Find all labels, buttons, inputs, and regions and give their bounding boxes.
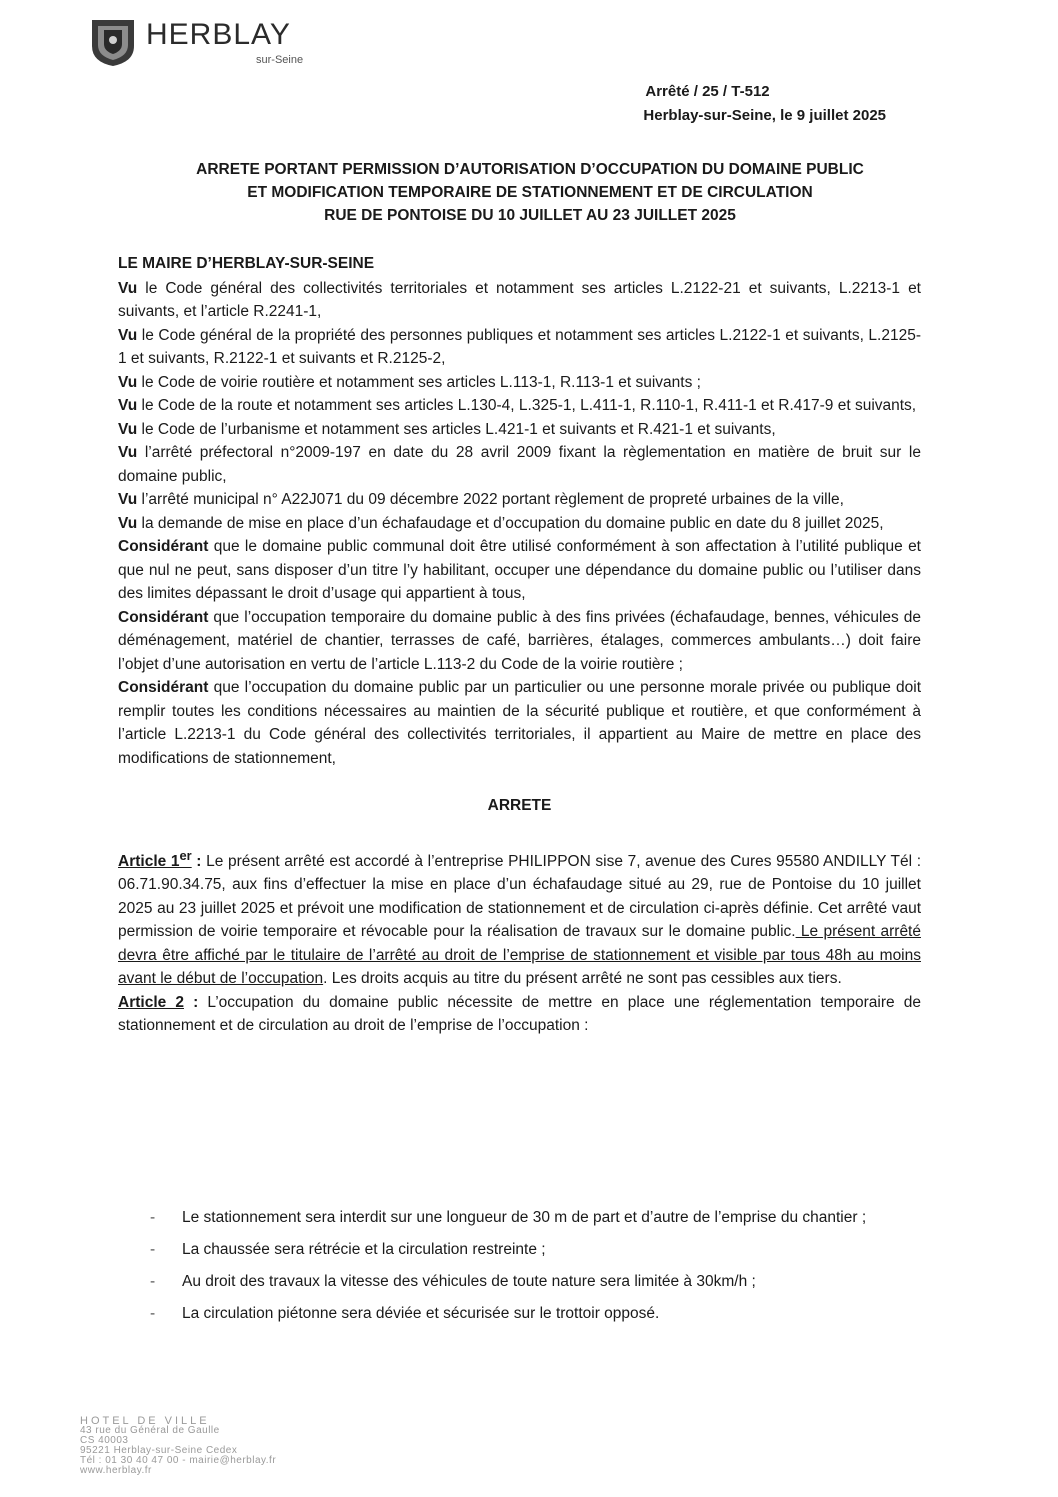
considerant-paragraph: [118, 535, 921, 606]
paragraph-lead: Considérant: [118, 608, 209, 626]
footer-address: [80, 1416, 276, 1476]
visa-paragraph: [118, 441, 921, 488]
visa-paragraph: [118, 418, 921, 442]
footer-line: HOTEL DE VILLE: [80, 1415, 210, 1427]
decree-reference: Arrêté / 25 / T-512: [645, 83, 770, 100]
article-1-tail: . Les droits acquis au titre du présent arrêté ne sont pas cessibles aux tiers.: [323, 970, 842, 988]
article-label-sup: er: [179, 847, 192, 863]
title-line: RUE DE PONTOISE DU 10 JUILLET AU 23 JUILLET 2025: [324, 207, 736, 224]
paragraph-text: le Code de la route et notamment ses articles L.130-4, L.325-1, L.411-1, R.110-1, R.411-1 et R.417-9 et suivants,: [137, 397, 917, 414]
paragraph-text: la demande de mise en place d’un échafaudage et d’occupation du domaine public en date du 8 juillet 2025,: [137, 514, 884, 532]
paragraph-lead: Considérant: [118, 679, 209, 696]
paragraph-text: l’arrêté préfectoral n°2009-197 en date du 28 avril 2009 fixant la règlementation en matière de bruit sur le domaine public,: [118, 444, 921, 485]
paragraph-lead: Vu: [118, 444, 138, 461]
paragraph-lead: Vu: [118, 397, 138, 414]
paragraph-text: le Code de voirie routière et notamment ses articles L.113-1, R.113-1 et suivants ;: [137, 373, 701, 391]
paragraph-text: le Code de l’urbanisme et notamment ses articles L.421-1 et suivants et R.421-1 et suivants,: [137, 420, 776, 438]
title-line: ARRETE PORTANT PERMISSION D’AUTORISATION D’OCCUPATION DU DOMAINE PUBLIC: [196, 161, 864, 178]
paragraph-text: le Code général des collectivités territoriales et notamment ses articles L.2122-21 et suivants, L.2213-1 et suivants, et l’article R.2241-1,: [118, 279, 921, 320]
visa-paragraph: [118, 277, 921, 324]
considerant-paragraph: [118, 676, 921, 770]
paragraph-lead: Vu: [118, 326, 138, 344]
footer-line: www.herblay.fr: [80, 1465, 152, 1476]
paragraph-text: que l’occupation du domaine public par un particulier ou une personne morale privée ou publique doit remplir toutes les conditions nécessaires au maintien de la sécurité publique et routière, et que conformément à l’article L.2213-1 du Code général des collectivités territoriales, il appartient au Maire de mettre en place des modifications de stationnement,: [118, 679, 921, 767]
place-date: Herblay-sur-Seine, le 9 juillet 2025: [643, 107, 886, 124]
article-1-display-notice: Le présent arrêté devra être affiché par le titulaire de l’arrêté au droit de l’emprise de stationnement et visible par tous 48h au moins avant le début de l’occupation: [118, 923, 921, 988]
document-title: [100, 158, 960, 227]
document-body: [118, 252, 921, 1038]
footer-line: Tél : 01 30 40 47 00 - mairie@herblay.fr: [80, 1455, 277, 1466]
visa-paragraph: [118, 394, 921, 418]
visa-paragraph: [118, 371, 921, 395]
list-item-text: Au droit des travaux la vitesse des véhicules de toute nature sera limitée à 30km/h ;: [182, 1273, 756, 1290]
paragraph-text: l’arrêté municipal n° A22J071 du 09 décembre 2022 portant règlement de propreté urbaines de la ville,: [137, 491, 844, 508]
paragraph-lead: Vu: [118, 279, 138, 297]
article-colon: :: [191, 852, 202, 870]
article-colon: :: [184, 993, 199, 1011]
footer-line: 95221 Herblay-sur-Seine Cedex: [80, 1445, 238, 1456]
paragraph-text: le Code général de la propriété des personnes publiques et notamment ses articles L.2122-1 et suivants, L.2125-1 et suivants, R.2122-1 et suivants et R.2125-2,: [118, 326, 921, 367]
paragraph-lead: Vu: [118, 491, 138, 508]
footer-line: CS 40003: [80, 1435, 129, 1446]
visa-paragraph: [118, 324, 921, 371]
article-1-text: Le présent arrêté est accordé à l’entreprise PHILIPPON sise 7, avenue des Cures 95580 ANDILLY Tél : 06.71.90.34.75, aux fins d’effectuer la mise en place d’un échafaudage situé au 29, rue de Pontoise du 10 juillet 2025 au 23 juillet 2025 et prévoit une modification de stationnement et de circulation ci-après définie. Cet arrêté vaut permission de voirie temporaire et révocable pour la réalisation de travaux sur le domaine public.: [118, 852, 922, 941]
article-label-text: Article 1: [118, 852, 180, 870]
issuer-heading: LE MAIRE D’HERBLAY-SUR-SEINE: [118, 255, 375, 272]
paragraph-text: que le domaine public communal doit être utilisé conformément à son affectation à l’utilité publique et que nul ne peut, sans disposer d’un titre l’y habilitant, occuper une dépendance du domaine public ou l’utiliser dans des limites dépassant le droit d’usage qui appartient à tous,: [118, 538, 921, 602]
article-2-text: L’occupation du domaine public nécessite de mettre en place une réglementation temporaire de stationnement et de circulation au droit de l’emprise de l’occupation :: [118, 993, 922, 1035]
list-dash: -: [150, 1209, 156, 1226]
list-item-text: La circulation piétonne sera déviée et sécurisée sur le trottoir opposé.: [182, 1305, 660, 1322]
paragraph-lead: Vu: [118, 420, 138, 438]
arrete-heading: ARRETE: [487, 797, 552, 814]
title-line: ET MODIFICATION TEMPORAIRE DE STATIONNEMENT ET DE CIRCULATION: [247, 184, 813, 201]
list-dash: -: [150, 1273, 156, 1290]
brand-name: HERBLAY: [146, 18, 291, 51]
herblay-logo: [88, 14, 328, 72]
reference-block: [643, 80, 886, 128]
visa-paragraph: [118, 512, 921, 536]
list-item: [150, 1234, 930, 1266]
list-item-text: La chaussée sera rétrécie et la circulation restreinte ;: [182, 1241, 546, 1258]
list-item: [150, 1266, 930, 1298]
list-dash: -: [150, 1241, 156, 1258]
paragraph-text: que l’occupation temporaire du domaine public à des fins privées (échafaudage, bennes, véhicules de déménagement, matériel de chantier, terrasses de café, barrières, étalages, commerces ambulants…) doit faire l’objet d’une autorisation en vertu de l’article L.113-2 du Code de la voirie routière ;: [118, 608, 921, 673]
list-item: [150, 1202, 930, 1234]
footer-line: 43 rue du Général de Gaulle: [80, 1425, 220, 1436]
paragraph-lead: Vu: [118, 373, 138, 391]
brand-subtitle: sur-Seine: [256, 54, 304, 66]
article-2: [118, 991, 921, 1038]
considerant-paragraph: [118, 606, 921, 677]
paragraph-lead: Vu: [118, 514, 138, 532]
measures-list: [150, 1202, 930, 1330]
city-crest-icon: [88, 16, 138, 68]
article-1-label: [118, 847, 192, 870]
list-item-text: Le stationnement sera interdit sur une longueur de 30 m de part et d’autre de l’emprise du chantier ;: [182, 1209, 867, 1226]
article-1: [118, 844, 921, 991]
paragraph-lead: Considérant: [118, 538, 209, 555]
list-item: [150, 1298, 930, 1330]
list-dash: -: [150, 1305, 156, 1322]
article-2-label: Article 2: [118, 993, 184, 1011]
visa-paragraph: [118, 488, 921, 512]
